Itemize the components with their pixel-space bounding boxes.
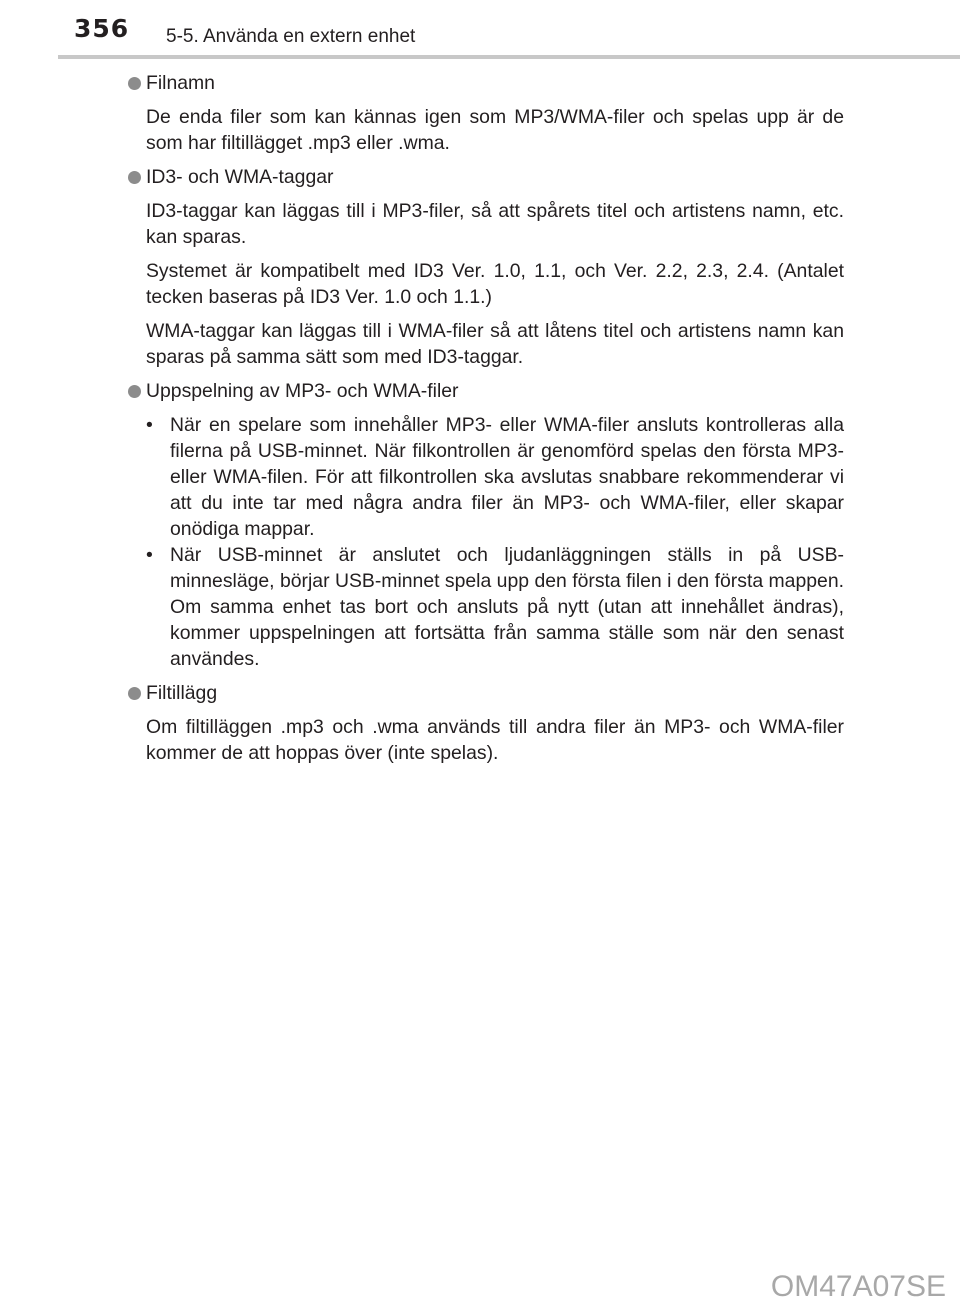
paragraph: ID3-taggar kan läggas till i MP3-filer, så att spårets titel och artistens namn, etc. kan sparas. (146, 200, 844, 248)
list-item-text: När USB-minnet är anslutet och ljudanläggningen ställs in på USB-minnesläge, börjar USB-minnet spela upp den första filen i den första mappen. Om samma enhet tas bort och ansluts på nytt (utan att innehållet ändras), kommer uppspelningen att fortsätta från samma ställe som när den senast användes. (170, 544, 844, 670)
bullet-list (146, 412, 844, 672)
list-item (146, 412, 844, 542)
section-playback (128, 378, 844, 672)
section-file-extension (128, 680, 844, 766)
list-item (146, 542, 844, 672)
small-bullet-icon: • (146, 544, 153, 566)
item-heading (128, 70, 844, 96)
round-bullet-icon (128, 687, 141, 700)
item-heading (128, 680, 844, 706)
section-id3-wma-tags (128, 164, 844, 370)
item-body (128, 412, 844, 672)
page-header (0, 0, 960, 60)
item-heading-text: Filtillägg (146, 682, 218, 704)
item-heading-text: ID3- och WMA-taggar (146, 166, 334, 188)
main-content (128, 68, 844, 766)
item-body (128, 198, 844, 370)
paragraph: De enda filer som kan kännas igen som MP3/WMA-filer och spelas upp är de som har filtillägget .mp3 eller .wma. (146, 106, 844, 154)
paragraph: Systemet är kompatibelt med ID3 Ver. 1.0, 1.1, och Ver. 2.2, 2.3, 2.4. (Antalet tecken baseras på ID3 Ver. 1.0 och 1.1.) (146, 260, 844, 308)
header-divider (58, 55, 960, 59)
section-filnamn (128, 70, 844, 156)
page-number: 356 (74, 14, 130, 43)
round-bullet-icon (128, 385, 141, 398)
item-body (128, 714, 844, 766)
round-bullet-icon (128, 77, 141, 90)
round-bullet-icon (128, 171, 141, 184)
paragraph: WMA-taggar kan läggas till i WMA-filer så att låtens titel och artistens namn kan sparas på samma sätt som med ID3-taggar. (146, 320, 844, 368)
item-body (128, 104, 844, 156)
list-item-text: När en spelare som innehåller MP3- eller WMA-filer ansluts kontrolleras alla filerna på USB-minnet. När filkontrollen är genomförd spelas den första MP3- eller WMA-filen. För att filkontrollen ska avslutas snabbare rekommenderar vi att du inte tar med några andra filer än MP3- och WMA-filer, eller skapar onödiga mappar. (170, 414, 844, 540)
item-heading-text: Filnamn (146, 72, 215, 94)
small-bullet-icon: • (146, 414, 153, 436)
paragraph: Om filtilläggen .mp3 och .wma används till andra filer än MP3- och WMA-filer kommer de att hoppas över (inte spelas). (146, 716, 844, 764)
section-title: 5-5. Använda en extern enhet (166, 26, 416, 47)
footer-watermark: OM47A07SE (770, 1270, 946, 1303)
item-heading (128, 378, 844, 404)
item-heading (128, 164, 844, 190)
item-heading-text: Uppspelning av MP3- och WMA-filer (146, 380, 459, 402)
